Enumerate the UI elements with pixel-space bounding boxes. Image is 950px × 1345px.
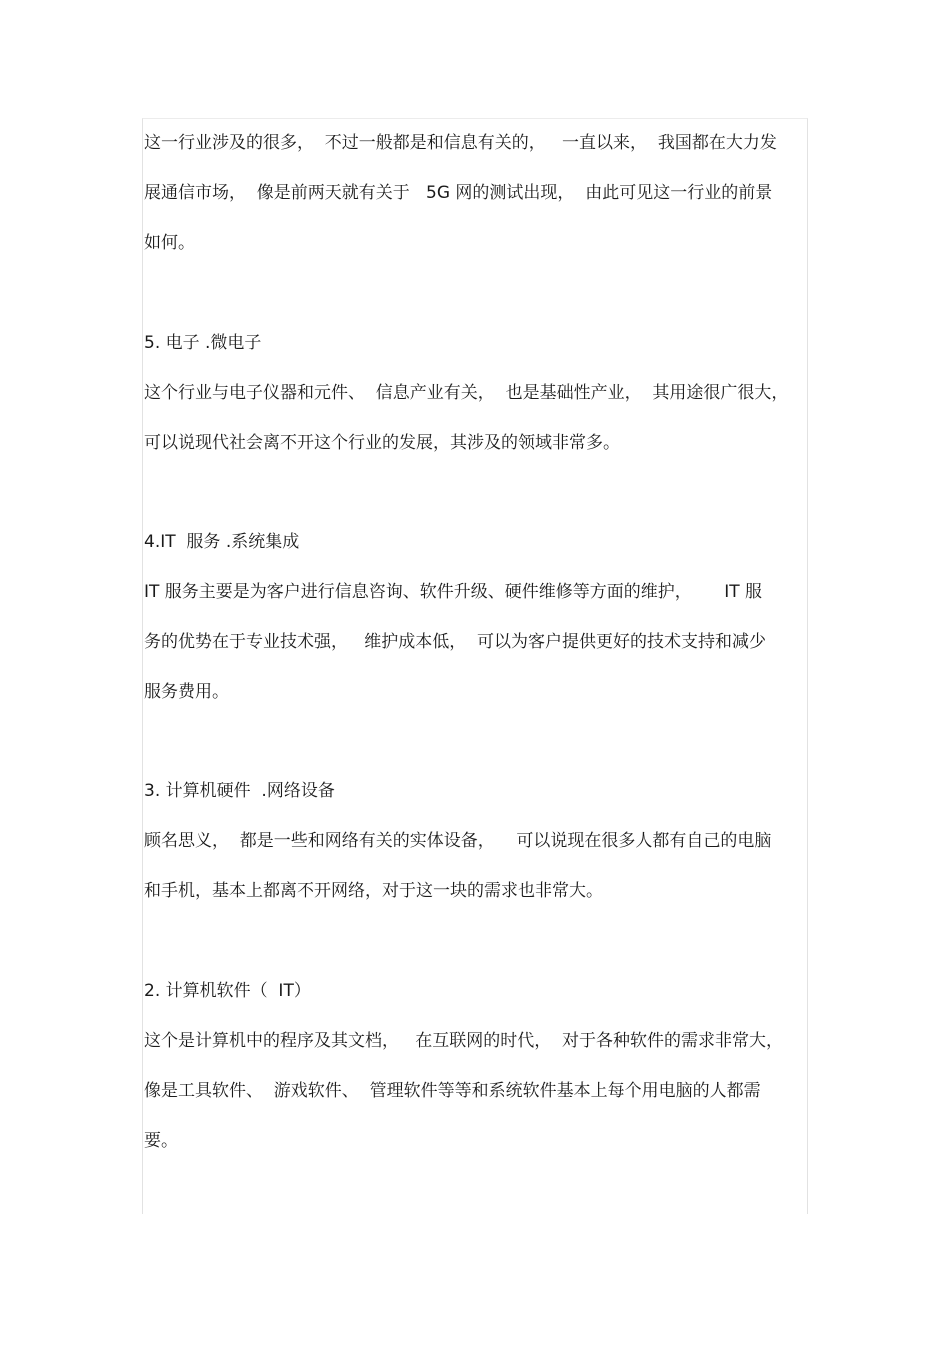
section-it-services-line-2: 务的优势在于专业技术强， 维护成本低， 可以为客户提供更好的技术支持和减少 — [144, 632, 767, 652]
intro-line-1: 这一行业涉及的很多， 不过一般都是和信息有关的， 一直以来， 我国都在大力发 — [144, 133, 777, 153]
section-software-line-2: 像是工具软件、 游戏软件、 管理软件等等和系统软件基本上每个用电脑的人都需 — [144, 1081, 761, 1101]
section-electronics-line-2: 可以说现代社会离不开这个行业的发展，其涉及的领域非常多。 — [144, 433, 620, 453]
section-software-line-3: 要。 — [144, 1131, 178, 1151]
section-heading-hardware: 3. 计算机硬件 .网络设备 — [144, 781, 335, 801]
intro-line-3: 如何。 — [144, 233, 195, 253]
section-heading-it-services: 4.IT 服务 .系统集成 — [144, 532, 300, 552]
intro-line-2: 展通信市场， 像是前两天就有关于 5G 网的测试出现， 由此可见这一行业的前景 — [144, 183, 773, 203]
section-heading-electronics: 5. 电子 .微电子 — [144, 333, 262, 353]
section-software-line-1: 这个是计算机中的程序及其文档， 在互联网的时代， 对于各种软件的需求非常大， — [144, 1031, 784, 1051]
section-it-services-line-3: 服务费用。 — [144, 682, 229, 702]
section-hardware-line-2: 和手机，基本上都离不开网络，对于这一块的需求也非常大。 — [144, 881, 603, 901]
section-electronics-line-1: 这个行业与电子仪器和元件、 信息产业有关， 也是基础性产业， 其用途很广很大， — [144, 383, 789, 403]
section-it-services-line-1: IT 服务主要是为客户进行信息咨询、软件升级、硬件维修等方面的维护， IT 服 — [144, 582, 763, 602]
section-hardware-line-1: 顾名思义， 都是一些和网络有关的实体设备， 可以说现在很多人都有自己的电脑 — [144, 831, 772, 851]
section-heading-software: 2. 计算机软件（ IT） — [144, 981, 311, 1001]
